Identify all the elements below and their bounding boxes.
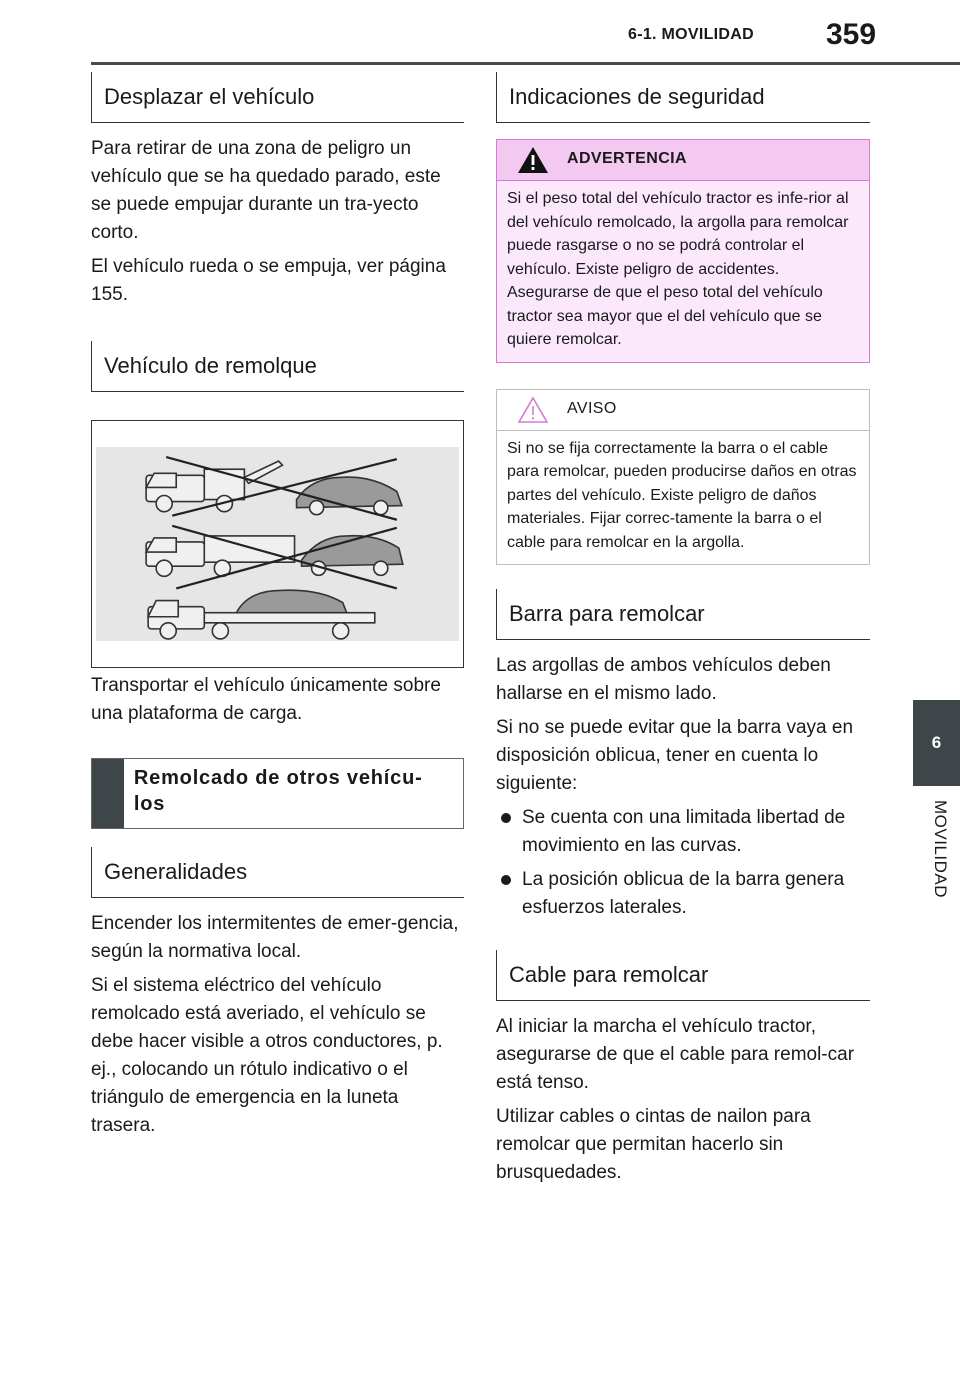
para-desplazar-1: Para retirar de una zona de peligro un vehículo que se ha quedado parado, este se puede empujar durante un tra-yecto corto. <box>91 138 441 243</box>
notice-title: AVISO <box>567 399 617 417</box>
header-rule <box>91 62 960 65</box>
chapter-heading-text: Remolcado de otros vehícu-los <box>133 767 423 815</box>
heading-desplazar: Desplazar el vehículo <box>91 72 464 123</box>
illustration-background <box>96 447 459 641</box>
heading-indicaciones: Indicaciones de seguridad <box>496 72 870 123</box>
para-generalidades-2: Si el sistema eléctrico del vehículo remolcado está averiado, el vehículo se debe hacer visible a otros conductores, p. ej., colocando un rótulo indicativo o el triángulo de emergencia en la luneta trasera. <box>91 975 443 1136</box>
warning-box <box>496 139 870 363</box>
chapter-label-text: MOVILIDAD <box>931 800 950 899</box>
chapter-number: 6 <box>931 733 942 752</box>
heading-remolque: Vehículo de remolque <box>91 341 464 392</box>
notice-text: Si no se fija correctamente la barra o el cable para remolcar, pueden producirse daños en otras partes del vehículo. Existe peligro de daños materiales. Fijar correc-tamente la barra o el cable para remolcar en la argolla. <box>507 439 857 551</box>
header-section-title: 6-1. MOVILIDAD <box>628 26 754 43</box>
notice-header <box>497 390 869 431</box>
chapter-side-label <box>920 800 960 920</box>
warning-triangle-icon <box>517 146 549 174</box>
bullet-text: La posición oblicua de la barra genera esfuerzos laterales. <box>522 869 845 918</box>
para-desplazar-2: El vehículo rueda o se empuja, ver página 155. <box>91 256 446 305</box>
tow-truck-illustration <box>91 420 464 668</box>
bullet-text: Se cuenta con una limitada libertad de movimiento en las curvas. <box>522 807 846 856</box>
para-cable-1: Al iniciar la marcha el vehículo tractor, asegurarse de que el cable para remol-car está tenso. <box>496 1016 855 1093</box>
right-column <box>496 72 870 1187</box>
left-column <box>91 72 464 1140</box>
para-generalidades-1: Encender los intermitentes de emer-gencia, según la normativa local. <box>91 913 459 962</box>
page-number: 359 <box>826 18 877 51</box>
heading-generalidades: Generalidades <box>91 847 464 898</box>
chapter-tab[interactable] <box>913 700 960 786</box>
caution-triangle-icon <box>517 396 549 424</box>
para-barra-2: Si no se puede evitar que la barra vaya en disposición oblicua, tener en cuenta lo siguiente: <box>496 717 854 794</box>
warning-text: Si el peso total del vehículo tractor es infe-rior al del vehículo remolcado, la argolla para remolcar puede rasgarse o no se podrá controlar el vehículo. Existe peligro de accidentes. Asegurarse de que el peso total del vehículo tractor sea mayor que el del vehículo que se quiere remolcar. <box>497 181 869 362</box>
bullet-dot-icon <box>501 875 511 885</box>
bullet-item <box>496 804 870 860</box>
chapter-heading-bar <box>92 759 124 828</box>
para-transportar: Transportar el vehículo únicamente sobre una plataforma de carga. <box>91 675 441 724</box>
para-barra-1: Las argollas de ambos vehículos deben hallarse en el mismo lado. <box>496 655 831 704</box>
bullet-dot-icon <box>501 813 511 823</box>
warning-header <box>497 140 869 181</box>
heading-barra: Barra para remolcar <box>496 589 870 640</box>
warning-title: ADVERTENCIA <box>567 150 687 167</box>
chapter-heading-remolcado <box>91 758 464 829</box>
notice-box <box>496 389 870 566</box>
tow-truck-drawing <box>96 447 459 641</box>
para-cable-2: Utilizar cables o cintas de nailon para remolcar que permitan hacerlo sin brusquedades. <box>496 1106 811 1183</box>
bullet-item <box>496 866 870 922</box>
heading-cable: Cable para remolcar <box>496 950 870 1001</box>
